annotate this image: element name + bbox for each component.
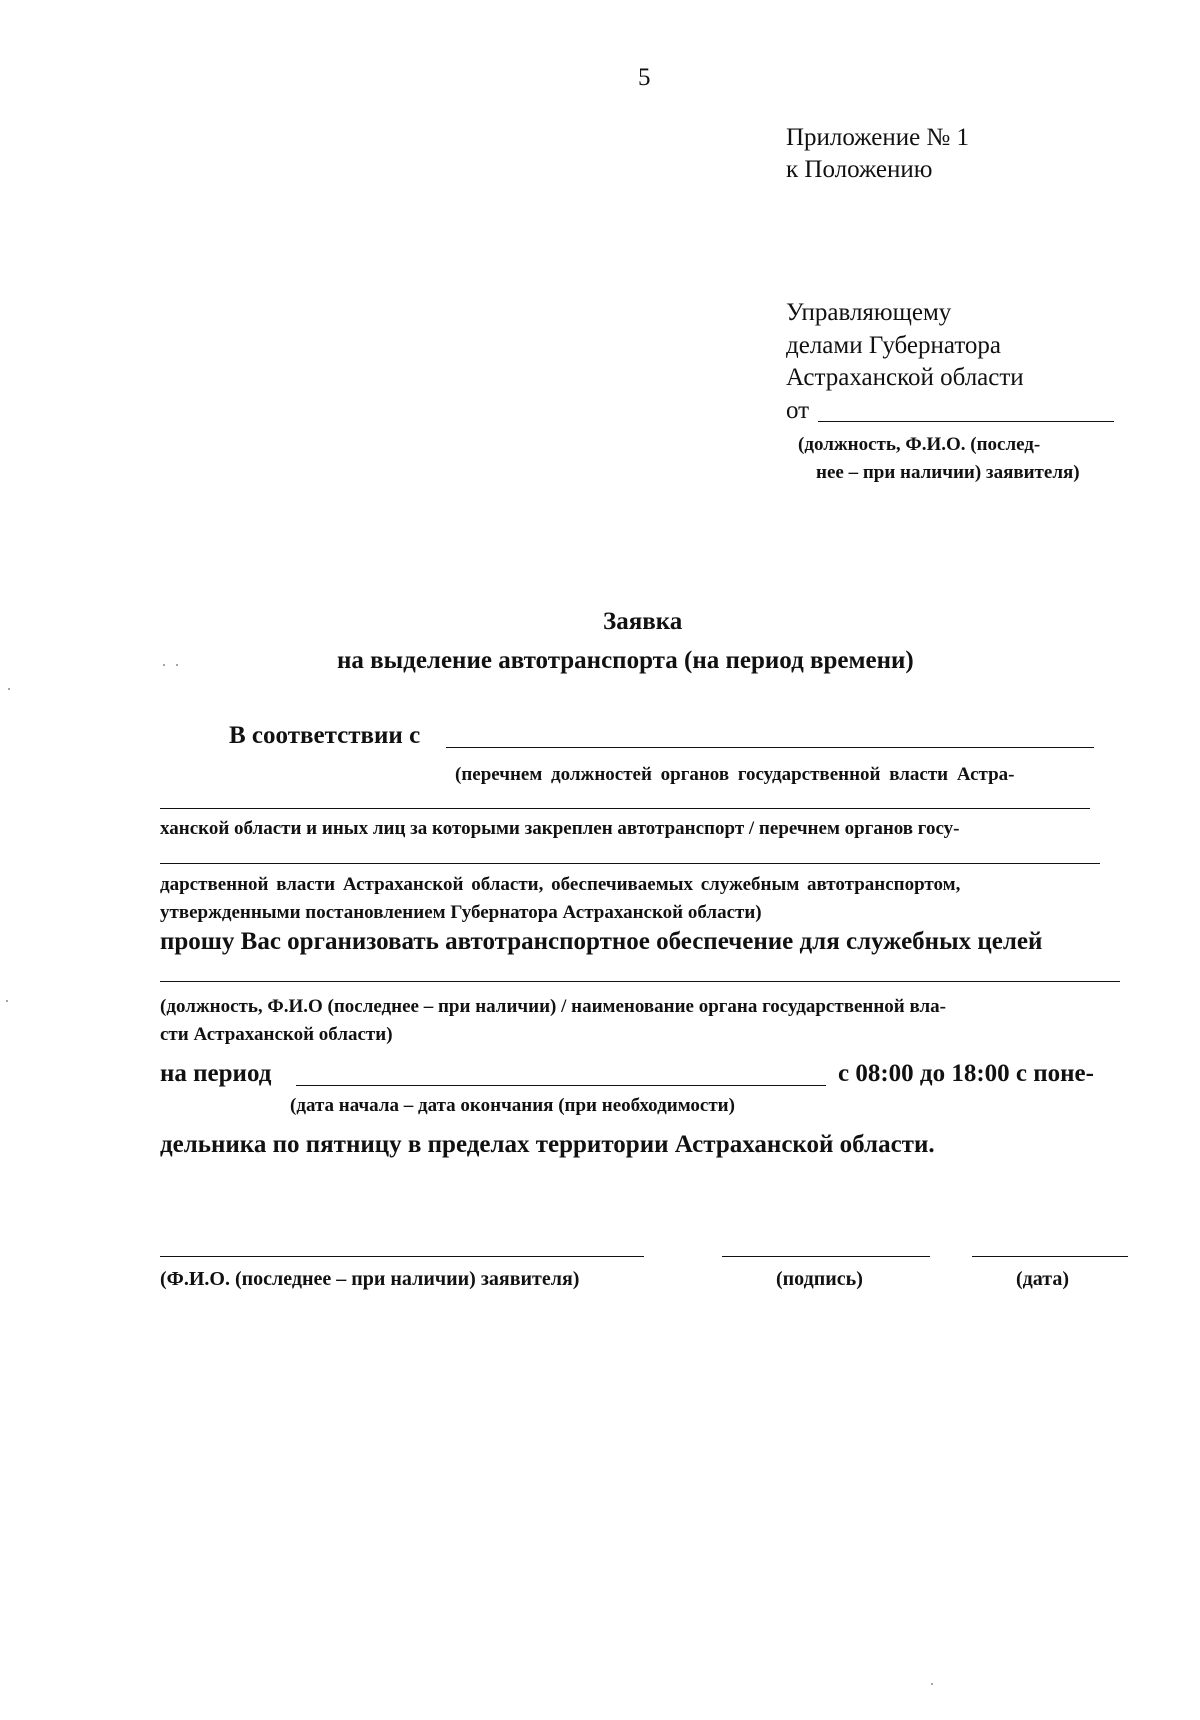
request-text: прошу Вас организовать автотранспортное обеспечение для служебных целей <box>160 928 1043 955</box>
appendix-line-1: Приложение № 1 <box>786 124 970 151</box>
closing-text: дельника по пятницу в пределах территории Астраханской области. <box>160 1131 935 1158</box>
period-tail-text: с 08:00 до 18:00 с поне- <box>838 1060 1094 1087</box>
addressee-line-2: делами Губернатора <box>786 332 1002 359</box>
name-blank-line <box>160 1256 644 1257</box>
title-line-2: на выделение автотранспорта (на период времени) <box>337 647 914 674</box>
page-number: 5 <box>638 64 651 91</box>
date-blank-line <box>972 1256 1128 1257</box>
signature-blank-line <box>722 1256 930 1257</box>
request-blank-line <box>160 981 1120 982</box>
in-accordance-text: В соответствии с <box>229 722 421 749</box>
scan-speck <box>163 664 165 666</box>
accordance-hint-4: утвержденными постановлением Губернатора Астраханской области) <box>160 902 762 923</box>
accordance-blank-line-3 <box>160 863 1100 864</box>
request-hint-1: (должность, Ф.И.О (последнее – при наличии) / наименование органа государственной вла- <box>160 996 946 1017</box>
title-line-1: Заявка <box>603 608 683 635</box>
addressee-line-1: Управляющему <box>786 299 952 326</box>
signature-hint: (подпись) <box>776 1268 863 1290</box>
accordance-blank-line-2 <box>160 808 1090 809</box>
addressee-line-3: Астраханской области <box>786 364 1024 391</box>
scan-speck <box>8 688 10 690</box>
from-blank-line <box>818 421 1114 422</box>
accordance-blank-line <box>446 747 1094 748</box>
appendix-line-2: к Положению <box>786 156 933 183</box>
date-hint: (дата) <box>1016 1268 1069 1290</box>
request-hint-2: сти Астраханской области) <box>160 1024 393 1045</box>
accordance-hint-2: ханской области и иных лиц за которыми закреплен автотранспорт / перечнем органов госу- <box>160 818 960 839</box>
period-hint: (дата начала – дата окончания (при необходимости) <box>290 1095 735 1116</box>
name-hint: (Ф.И.О. (последнее – при наличии) заявителя) <box>160 1268 580 1290</box>
period-blank-line <box>296 1085 826 1086</box>
scan-speck <box>176 664 178 666</box>
scan-speck <box>6 1000 8 1002</box>
accordance-hint-3: дарственной власти Астраханской области, обеспечиваемых служебным автотранспортом, <box>160 874 961 895</box>
from-label: от <box>786 397 810 424</box>
addressee-hint-1: (должность, Ф.И.О. (послед- <box>798 434 1041 455</box>
addressee-hint-2: нее – при наличии) заявителя) <box>816 462 1080 483</box>
accordance-hint-1: (перечнем должностей органов государственной власти Астра- <box>455 764 1015 785</box>
scan-speck <box>931 1683 933 1685</box>
period-label: на период <box>160 1060 272 1087</box>
